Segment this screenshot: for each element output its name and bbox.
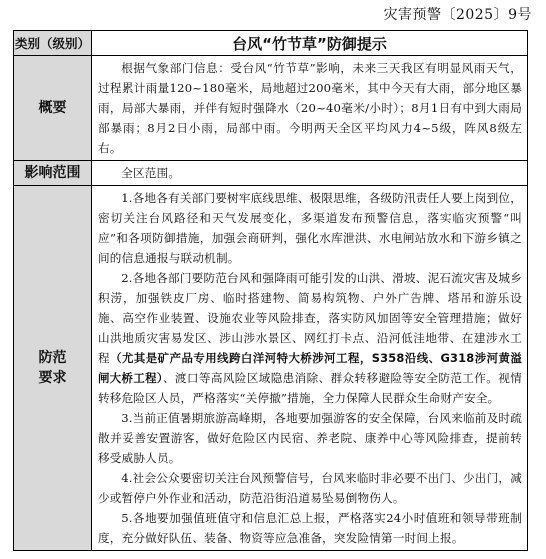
requirement-item-4: 4.社会公众要密切关注台风预警信号，台风来临时非必要不出门、少出门，减少或暂停户外作业和活动，防范沿街沿道易坠易倒物伤人。 (98, 471, 522, 505)
requirement-item-5: 5.各地要加强值班值守和信息汇总上报，严格落实24小时值班和领导带班制度，充分做好队伍、装备、物资等应急准备，突发险情第一时间上报。 (98, 511, 522, 545)
scope-cell (92, 161, 528, 186)
requirement-item-1: 1.各地各有关部门要树牢底线思维、极限思维，各级防汛责任人要上岗到位，密切关注台风路径和天气发展变化，多渠道发布预警信息，落实临灾预警“叫应”和各项防御措施，加强会商研判，强化水库泄洪、水电闸站放水和下游乡镇之间的信息通报与联动机制。 (98, 191, 522, 265)
requirement-item-2-text-b: 、渡口等高风险区域隐患消除、群众转移避险等安全防范工作。视情转移危险区人员，严格落实“关停撤”措施，全力保障人民群众生命财产安全。 (98, 371, 522, 405)
overview-text: 根据气象部门信息：受台风“竹节草”影响，未来三天我区有明显风雨天气，过程累计雨量120~180毫米，局地超过200毫米，其中今天有大雨，部分地区暴雨，局部大暴雨，并伴有短时强降水（20~40毫米/小时）；8月1日有中到大雨局部暴雨；8月2日小雨，局部中雨。今明两天全区平均风力4~5级，阵风8级左右。 (98, 61, 522, 155)
scope-row (14, 161, 528, 186)
scope-label: 影响范围 (14, 161, 92, 186)
requirement-item-2 (98, 268, 522, 408)
requirement-item-3: 3.当前正值暑期旅游高峰期，各地要加强游客的安全保障，台风来临前及时疏散并妥善安置游客，做好危险区内民宿、养老院、康养中心等风险排查，提前转移受威胁人员。 (98, 411, 522, 465)
category-header: 类别（级别） (14, 31, 92, 56)
requirements-cell (92, 186, 528, 551)
overview-cell (92, 56, 528, 161)
requirements-label-line1: 防范 (38, 350, 67, 366)
requirement-item-2-text-a: 2.各地各部门要防范台风和强降雨可能引发的山洪、滑坡、泥石流灾害及城乡积涝，加强铁皮厂房、临时搭建物、简易构筑物、户外广告牌、塔吊和游乐设施、高空作业装置、设施农业等风险排查，落实防风加固等安全管理措施；做好山洪地质灾害易发区、涉山涉水景区、网红打卡点、沿河低洼地带、在建涉水工程 (98, 271, 522, 365)
requirements-row (14, 186, 528, 551)
overview-label: 概要 (14, 56, 92, 161)
warning-title: 台风“竹节草”防御提示 (92, 31, 528, 56)
overview-row (14, 56, 528, 161)
requirement-item-2-highlight: （尤其是矿产品专用线跨白洋河特大桥涉河工程，S358沿线、G318涉河黄溢闸大桥工程） (98, 351, 523, 385)
requirements-label (14, 186, 92, 551)
document-number: 灾害预警〔2025〕9号 (383, 7, 532, 23)
scope-text: 全区范围。 (121, 166, 181, 180)
warning-table (13, 30, 528, 551)
requirements-label-line2: 要求 (38, 370, 67, 386)
header-row (14, 31, 528, 56)
